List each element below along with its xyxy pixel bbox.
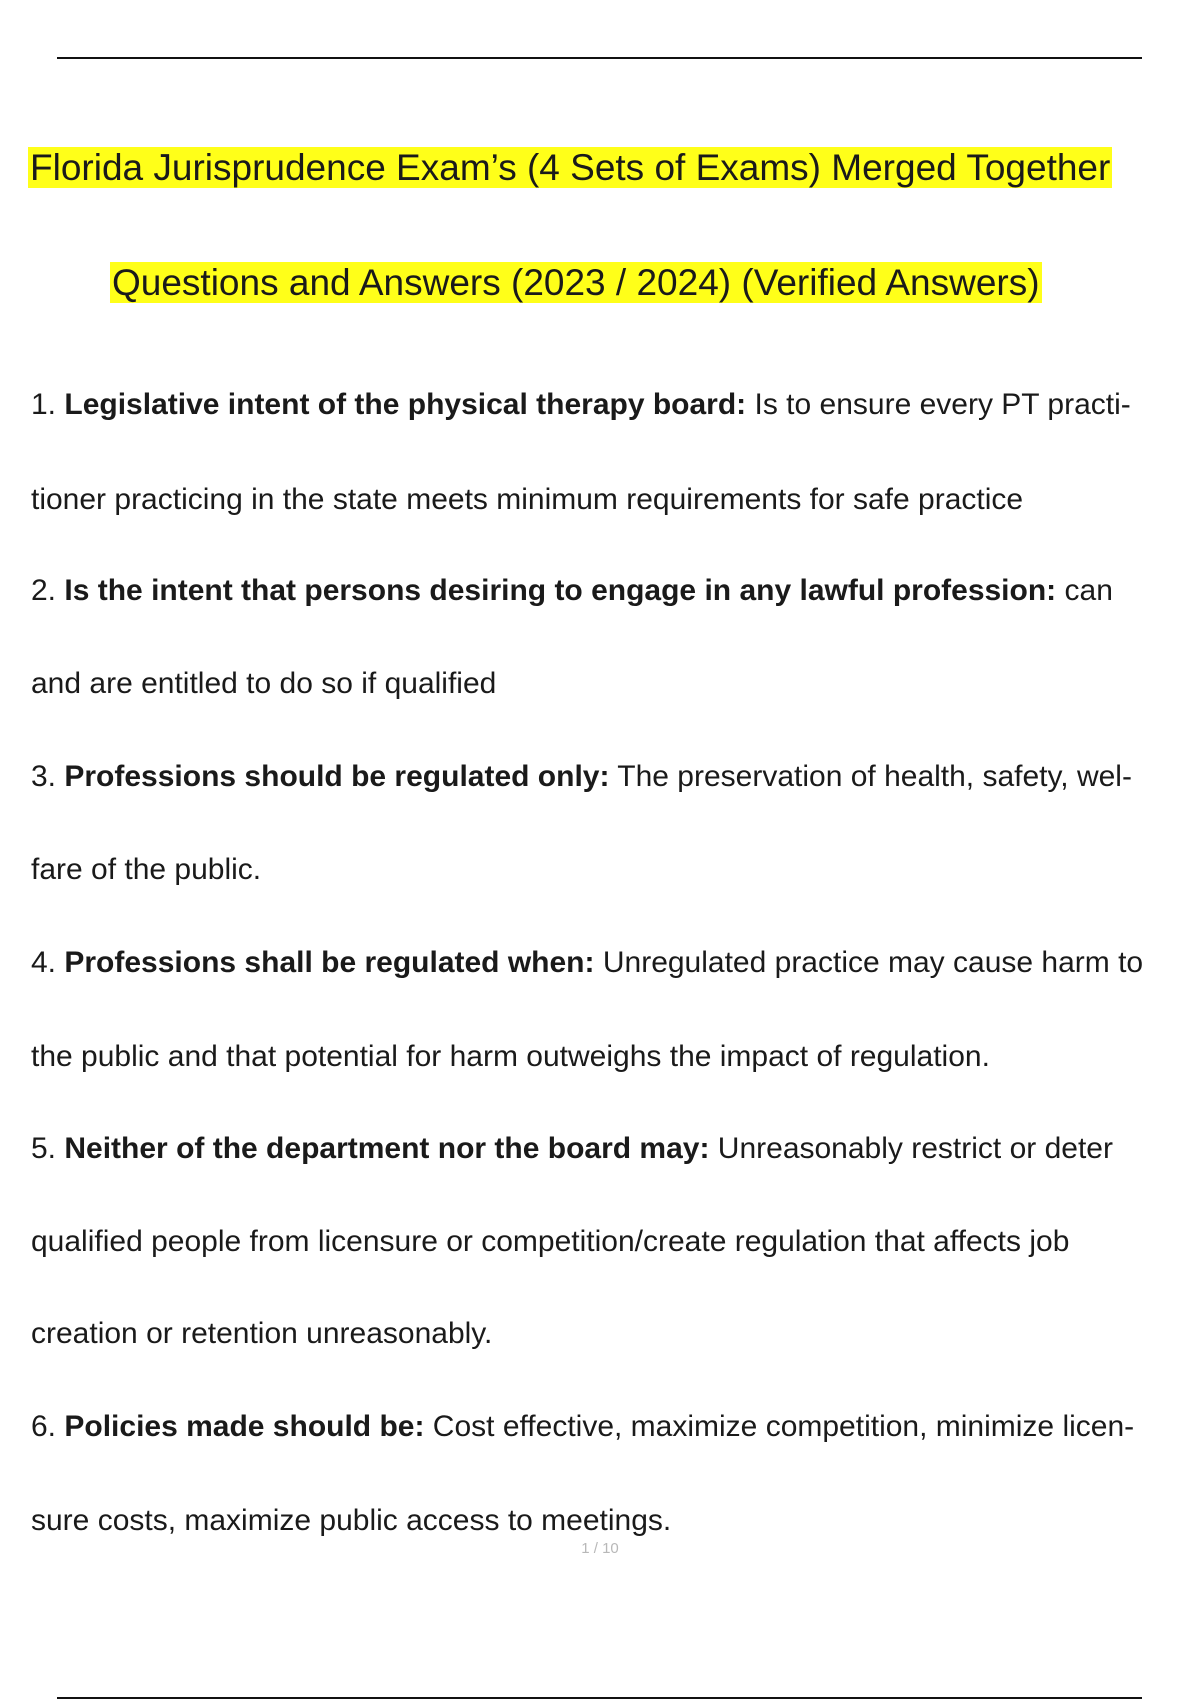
item-answer: can [1056,574,1113,607]
qa-item-5-continuation: qualified people from licensure or competition/create regulation that affects job [31,1225,1070,1258]
qa-item-3 [31,757,1132,797]
item-number: 4. [31,946,57,979]
item-term: Neither of the department nor the board may: [64,1132,710,1165]
qa-item-1-continuation: tioner practicing in the state meets minimum requirements for safe practice [31,483,1024,516]
qa-item-1 [31,385,1131,425]
qa-item-2 [31,571,1113,611]
item-term: Professions should be regulated only: [64,760,610,793]
document-title-line-1 [28,144,1112,192]
qa-item-6 [31,1407,1134,1447]
item-term: Legislative intent of the physical therapy board: [64,388,747,421]
item-answer: Unreasonably restrict or deter [709,1132,1113,1165]
page-indicator: 1 / 10 [581,1540,619,1557]
bottom-rule [57,1697,1142,1699]
item-term: Policies made should be: [64,1410,425,1443]
qa-item-2-continuation: and are entitled to do so if qualified [31,667,497,700]
item-number: 6. [31,1410,57,1443]
item-answer: Cost effective, maximize competition, minimize licen- [424,1410,1135,1443]
item-number: 3. [31,760,57,793]
qa-item-6-continuation: sure costs, maximize public access to meetings. [31,1504,672,1537]
item-number: 2. [31,574,57,607]
qa-item-5 [31,1129,1113,1169]
item-answer: Is to ensure every PT practi- [746,388,1131,421]
item-number: 1. [31,388,57,421]
item-term: Is the intent that persons desiring to engage in any lawful profession: [64,574,1057,607]
title-highlight-1: Florida Jurisprudence Exam’s (4 Sets of Exams) Merged Together [30,147,1111,188]
qa-item-4-continuation: the public and that potential for harm outweighs the impact of regulation. [31,1040,990,1073]
item-term: Professions shall be regulated when: [64,946,595,979]
item-number: 5. [31,1132,57,1165]
item-answer: Unregulated practice may cause harm to [594,946,1144,979]
item-answer: The preservation of health, safety, wel- [609,760,1132,793]
qa-item-5-continuation-2: creation or retention unreasonably. [31,1317,493,1350]
document-title-line-2 [110,259,1042,307]
top-rule [57,57,1142,59]
qa-item-3-continuation: fare of the public. [31,853,262,886]
title-highlight-2: Questions and Answers (2023 / 2024) (Verified Answers) [112,262,1040,303]
qa-item-4 [31,943,1143,983]
